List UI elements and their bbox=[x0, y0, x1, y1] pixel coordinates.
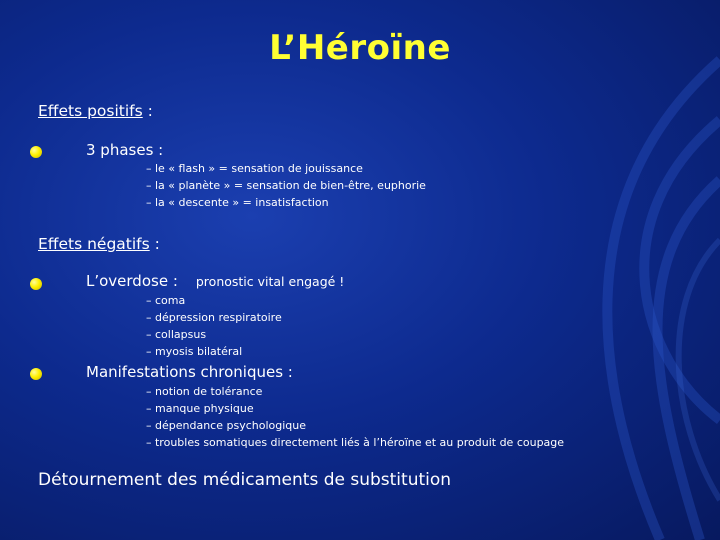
list-item: – collapsus bbox=[146, 328, 207, 341]
positive-effects-heading bbox=[38, 102, 153, 120]
list-item: – myosis bilatéral bbox=[146, 345, 243, 358]
overdose-line bbox=[86, 272, 344, 290]
substitution-heading: Détournement des médicaments de substitution bbox=[38, 470, 452, 490]
list-item: – la « descente » = insatisfaction bbox=[146, 196, 329, 209]
negative-effects-heading bbox=[38, 235, 160, 253]
list-item: – coma bbox=[146, 294, 186, 307]
positive-effects-heading-suffix: : bbox=[142, 102, 153, 120]
overdose-symptoms-list bbox=[146, 292, 282, 360]
list-item: – dépendance psychologique bbox=[146, 419, 306, 432]
slide-title: L’Héroïne bbox=[269, 28, 451, 68]
chronic-label: Manifestations chroniques : bbox=[86, 363, 293, 381]
list-item: – le « flash » = sensation de jouissance bbox=[146, 162, 363, 175]
yellow-bullet-icon bbox=[30, 146, 42, 158]
overdose-prognosis: pronostic vital engagé ! bbox=[195, 274, 345, 289]
yellow-bullet-icon bbox=[30, 368, 42, 380]
yellow-bullet-icon bbox=[30, 278, 42, 290]
negative-effects-heading-suffix: : bbox=[149, 235, 160, 253]
list-item: – la « planète » = sensation de bien-être, euphorie bbox=[146, 179, 426, 192]
chronic-manifestations-list bbox=[146, 383, 564, 451]
list-item: – troubles somatiques directement liés à l’héroïne et au produit de coupage bbox=[146, 436, 565, 449]
phases-label: 3 phases : bbox=[86, 141, 164, 159]
positive-effects-heading-text: Effets positifs bbox=[38, 102, 143, 120]
list-item: – notion de tolérance bbox=[146, 385, 263, 398]
list-item: – dépression respiratoire bbox=[146, 311, 282, 324]
overdose-label: L’overdose : bbox=[86, 272, 178, 290]
negative-effects-heading-text: Effets négatifs bbox=[38, 235, 150, 253]
list-item: – manque physique bbox=[146, 402, 254, 415]
phases-list bbox=[146, 160, 426, 211]
